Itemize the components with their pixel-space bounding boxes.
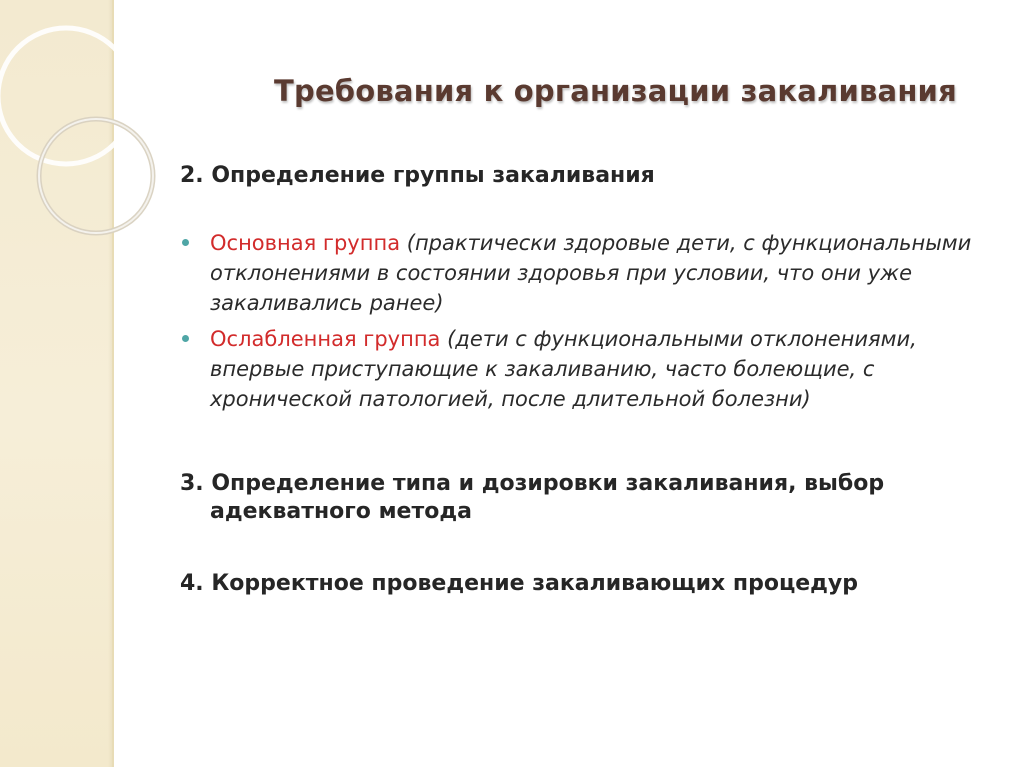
bullet-dot-icon xyxy=(182,239,189,246)
list-item-main-group xyxy=(180,228,980,318)
weak-group-description: (дети с функциональными отклонениями, впервые приступающие к закаливанию, часто болеющие, с хронической патологией, после длительной болезни) xyxy=(210,327,917,411)
main-group-name: Основная группа xyxy=(210,231,401,255)
group-list xyxy=(180,228,980,414)
procedures-heading: 4. Корректное проведение закаливающих процедур xyxy=(180,571,859,596)
method-heading: 3. Определение типа и дозировки закаливания, выбор адекватного метода xyxy=(180,471,885,524)
slide-content xyxy=(180,162,980,598)
bullet-dot-icon xyxy=(182,335,189,342)
decorative-ring-large xyxy=(0,28,134,164)
list-item-weak-group xyxy=(180,324,980,414)
slide-title: Требования к организации закаливания xyxy=(274,74,957,108)
group-definition-heading: 2. Определение группы закаливания xyxy=(180,163,655,188)
decorative-rings xyxy=(0,0,160,260)
main-group-description: (практически здоровые дети, с функциональными отклонениями в состоянии здоровья при условии, что они уже закаливались ранее) xyxy=(210,231,972,315)
weak-group-name: Ослабленная группа xyxy=(210,327,441,351)
